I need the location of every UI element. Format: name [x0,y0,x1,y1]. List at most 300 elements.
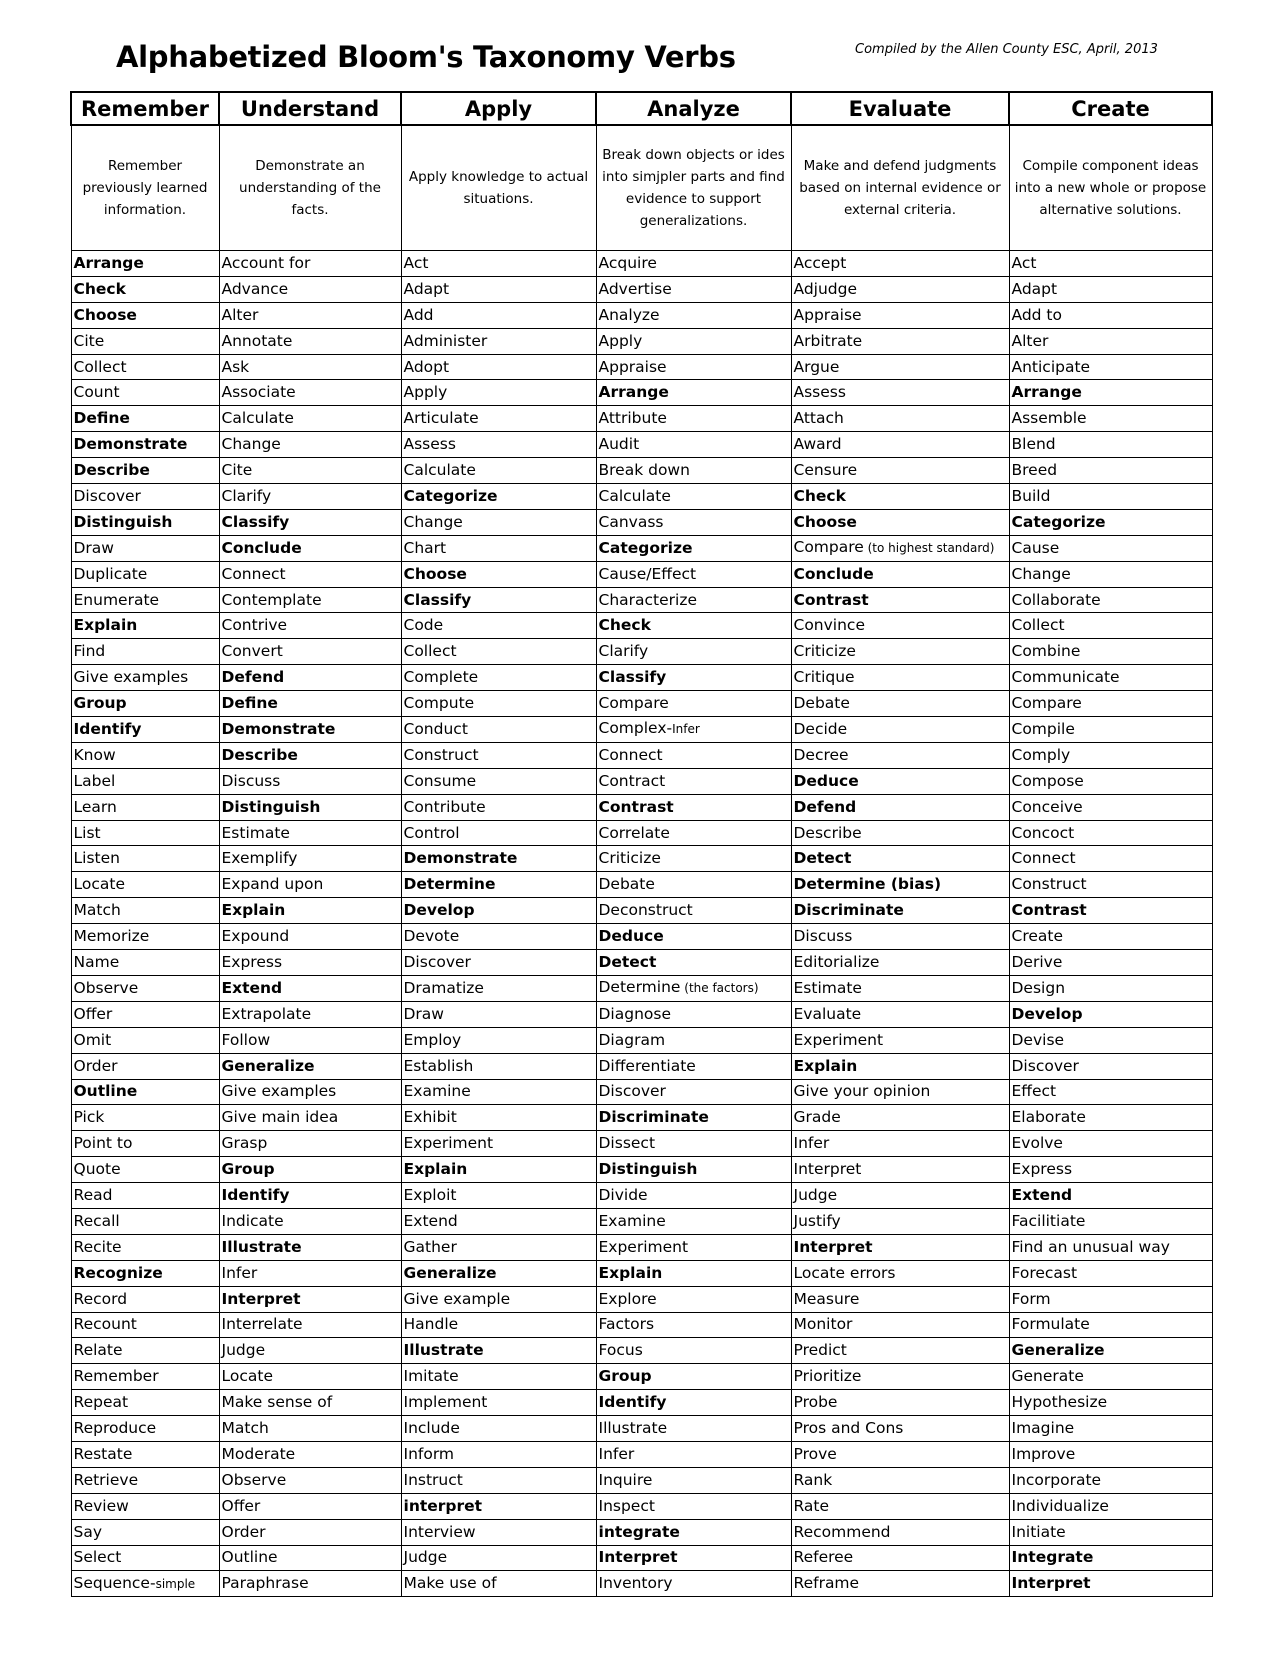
verb-cell-remember [71,1053,219,1079]
verb-cell-evaluate [791,1260,1009,1286]
verb-cell-understand [219,639,401,665]
verb-note: (the factors) [680,981,759,996]
verb-text: Repeat [73,1393,129,1412]
verb-text: Articulate [403,409,479,428]
table-row [71,794,1212,820]
column-description-remember: Remember previously learned information. [71,125,219,251]
table-row [71,1571,1212,1597]
verb-text: Inspect [598,1496,655,1515]
verb-cell-evaluate [791,768,1009,794]
verb-cell-understand [219,846,401,872]
verb-text: Demonstrate [221,719,336,738]
verb-cell-understand [219,354,401,380]
verb-cell-evaluate [791,1338,1009,1364]
verb-text: Instruct [403,1470,463,1489]
verb-text: Appraise [598,357,667,376]
verb-text: Control [403,823,460,842]
verb-text: Devote [403,927,460,946]
verb-text: Quote [73,1160,121,1179]
verb-text: Diagnose [598,1004,671,1023]
verb-text: Imagine [1011,1419,1075,1438]
verb-cell-remember [71,1260,219,1286]
verb-cell-apply [401,665,596,691]
verb-text: Complete [403,668,479,687]
verb-cell-remember [71,328,219,354]
verb-cell-evaluate [791,1441,1009,1467]
verb-cell-create [1009,302,1212,328]
verb-text: Account for [221,253,311,272]
table-row [71,768,1212,794]
verb-cell-evaluate [791,354,1009,380]
verb-text: Cause [1011,538,1060,557]
verb-cell-remember [71,432,219,458]
verb-cell-understand [219,742,401,768]
verb-text: Explain [403,1160,468,1179]
verb-text: Collect [403,642,457,661]
verb-text: Elaborate [1011,1108,1086,1127]
verb-cell-evaluate [791,587,1009,613]
verb-cell-analyze [596,251,791,277]
verb-cell-create [1009,639,1212,665]
verb-cell-create [1009,1157,1212,1183]
verb-cell-create [1009,354,1212,380]
verb-cell-evaluate [791,820,1009,846]
verb-cell-create [1009,1079,1212,1105]
table-row [71,691,1212,717]
verb-text: Criticize [598,849,661,868]
table-row [71,1001,1212,1027]
verb-text: Relate [73,1341,123,1360]
verb-text: Check [598,616,651,635]
verb-cell-remember [71,691,219,717]
verb-text: Extend [1011,1186,1073,1204]
verb-text: Interpret [1011,1574,1091,1593]
verb-text: Determine (bias) [793,875,942,894]
verb-text: Change [403,512,463,531]
verb-cell-evaluate [791,432,1009,458]
column-heading-understand: Understand [219,92,401,125]
table-row [71,509,1212,535]
verb-cell-evaluate [791,1234,1009,1260]
verb-text: Locate errors [793,1263,896,1282]
verb-cell-analyze [596,665,791,691]
verb-cell-remember [71,613,219,639]
verb-text: Interpret [793,1237,873,1256]
verb-cell-understand [219,924,401,950]
verb-cell-create [1009,717,1212,743]
verb-text: Identify [598,1393,667,1412]
table-row [71,1390,1212,1416]
table-row [71,846,1212,872]
verb-text: Blend [1011,435,1056,454]
verb-text: Conduct [403,719,468,738]
verb-text: Reproduce [73,1419,157,1438]
verb-text: Collaborate [1011,590,1101,609]
verb-cell-evaluate [791,924,1009,950]
verb-text: Arrange [1011,383,1082,402]
verb-cell-apply [401,354,596,380]
verb-text: Contemplate [221,590,322,609]
verb-text: Judge [403,1548,448,1567]
verb-cell-apply [401,820,596,846]
verb-cell-understand [219,613,401,639]
verb-text: Facilitiate [1011,1211,1086,1230]
verb-cell-evaluate [791,975,1009,1001]
verb-text: Discriminate [793,901,904,920]
verb-cell-remember [71,1079,219,1105]
table-row [71,1364,1212,1390]
verb-text: Exploit [403,1186,457,1204]
verb-cell-analyze [596,1545,791,1571]
verb-cell-analyze [596,717,791,743]
verb-text: Define [221,694,278,713]
verb-cell-apply [401,432,596,458]
verb-cell-evaluate [791,561,1009,587]
verb-text: Give your opinion [793,1082,931,1101]
verb-text: Chart [403,538,447,557]
verb-cell-create [1009,1312,1212,1338]
verb-text: Handle [403,1315,459,1334]
verb-cell-create [1009,432,1212,458]
verb-text: Explain [73,616,138,635]
verb-text: Debate [598,875,655,894]
verb-cell-create [1009,509,1212,535]
verb-cell-analyze [596,1157,791,1183]
verb-cell-analyze [596,691,791,717]
verb-text: Connect [1011,849,1076,868]
verb-cell-evaluate [791,1001,1009,1027]
verb-cell-understand [219,1183,401,1209]
verb-cell-understand [219,950,401,976]
verb-text: Differentiate [598,1056,696,1075]
verb-text: Discover [403,952,471,971]
verb-cell-understand [219,1571,401,1597]
verb-text: Locate [73,875,125,894]
verb-text: Describe [73,461,150,480]
verb-text: Defend [793,797,857,816]
verb-text: Breed [1011,461,1058,480]
verb-cell-apply [401,1286,596,1312]
verb-cell-create [1009,1234,1212,1260]
verb-cell-evaluate [791,276,1009,302]
verb-text: Conclude [793,564,874,583]
verb-cell-evaluate [791,535,1009,561]
verb-text: Interview [403,1522,476,1541]
verb-cell-create [1009,1183,1212,1209]
verb-cell-create [1009,1519,1212,1545]
verb-text: Express [221,952,283,971]
table-row [71,432,1212,458]
verb-text: Contribute [403,797,486,816]
verb-text: Initiate [1011,1522,1066,1541]
verb-text: Calculate [598,486,671,505]
table-row [71,1131,1212,1157]
verb-cell-apply [401,561,596,587]
verb-cell-understand [219,561,401,587]
verb-cell-evaluate [791,717,1009,743]
verb-text: Build [1011,486,1051,505]
verb-cell-understand [219,406,401,432]
verb-text: Measure [793,1289,860,1308]
verb-cell-apply [401,535,596,561]
verb-text: Annotate [221,331,293,350]
verb-text: Match [73,901,121,920]
verb-cell-create [1009,975,1212,1001]
verb-cell-understand [219,1286,401,1312]
verb-cell-remember [71,587,219,613]
verb-cell-understand [219,1467,401,1493]
verb-text: Extrapolate [221,1004,312,1023]
verb-text: Dramatize [403,978,484,997]
verb-text: Construct [1011,875,1087,894]
verb-cell-understand [219,1390,401,1416]
verb-cell-create [1009,458,1212,484]
verb-cell-analyze [596,1519,791,1545]
verb-cell-evaluate [791,1157,1009,1183]
credit-line: Compiled by the Allen County ESC, April, 2013 [855,42,1158,57]
verb-text: Compose [1011,771,1084,790]
verb-text: Know [73,745,116,764]
verb-text: Develop [403,901,475,920]
verb-cell-understand [219,276,401,302]
verb-text: Define [73,409,130,428]
verb-cell-understand [219,380,401,406]
verb-cell-apply [401,380,596,406]
verb-text: Inquire [598,1470,653,1489]
verb-text: Detect [598,952,657,971]
verb-text: Contrast [793,590,869,609]
table-row [71,898,1212,924]
verb-text: Break down [598,461,690,480]
verb-text: Infer [221,1263,258,1282]
verb-text: Administer [403,331,488,350]
verb-text: Infer [598,1444,635,1463]
verb-text: Express [1011,1160,1073,1179]
verb-cell-apply [401,846,596,872]
verb-text: Focus [598,1341,643,1360]
verb-text: Hypothesize [1011,1393,1108,1412]
verb-cell-analyze [596,484,791,510]
verb-cell-create [1009,742,1212,768]
verb-text: Improve [1011,1444,1076,1463]
verb-cell-apply [401,1545,596,1571]
verb-text: Label [73,771,116,790]
verb-cell-create [1009,406,1212,432]
verb-cell-evaluate [791,1364,1009,1390]
verb-cell-apply [401,1519,596,1545]
verb-text: Code [403,616,444,635]
verb-text: Design [1011,978,1066,997]
verb-text: Make sense of [221,1393,333,1412]
verb-cell-evaluate [791,380,1009,406]
verb-text: Deduce [598,927,664,946]
verb-text: Generalize [403,1263,497,1282]
verb-cell-remember [71,1027,219,1053]
verb-cell-evaluate [791,665,1009,691]
verb-cell-apply [401,768,596,794]
table-row [71,872,1212,898]
verb-text: Critique [793,668,855,687]
verb-cell-create [1009,794,1212,820]
verb-cell-understand [219,1053,401,1079]
verb-cell-apply [401,1312,596,1338]
verb-cell-create [1009,1286,1212,1312]
verb-cell-analyze [596,276,791,302]
verb-text: Act [403,253,429,272]
verb-text: Restate [73,1444,133,1463]
verb-text: Follow [221,1030,271,1049]
verb-text: Apply [403,383,448,402]
verb-cell-analyze [596,768,791,794]
table-row [71,950,1212,976]
verb-cell-evaluate [791,1312,1009,1338]
table-row [71,484,1212,510]
verb-text: Compile [1011,719,1075,738]
verb-cell-evaluate [791,458,1009,484]
verb-text: Cite [73,331,105,350]
verb-text: Decide [793,719,848,738]
table-row [71,1079,1212,1105]
verb-text: Devise [1011,1030,1065,1049]
verb-cell-apply [401,1131,596,1157]
verb-cell-remember [71,665,219,691]
table-row [71,975,1212,1001]
verb-cell-analyze [596,950,791,976]
verb-text: Categorize [598,538,693,557]
verb-text: Read [73,1186,113,1204]
verb-text: Count [73,383,120,402]
verb-cell-apply [401,1467,596,1493]
verb-cell-create [1009,820,1212,846]
verb-cell-create [1009,1338,1212,1364]
verb-text: Consume [403,771,477,790]
verb-text: Determine [403,875,496,894]
verb-cell-remember [71,872,219,898]
verb-cell-understand [219,302,401,328]
verb-cell-apply [401,484,596,510]
verb-text: Convert [221,642,283,661]
verb-text: Memorize [73,927,150,946]
verb-cell-evaluate [791,613,1009,639]
verb-cell-analyze [596,1001,791,1027]
verb-cell-remember [71,535,219,561]
verb-cell-evaluate [791,846,1009,872]
verb-text: Add to [1011,305,1062,324]
verb-cell-analyze [596,924,791,950]
verb-cell-remember [71,1183,219,1209]
verb-cell-apply [401,1234,596,1260]
verb-text: Experiment [793,1030,884,1049]
verb-text: Illustrate [221,1237,302,1256]
verb-text: Clarify [598,642,649,661]
verb-cell-evaluate [791,1571,1009,1597]
verb-text: Employ [403,1030,462,1049]
verb-cell-apply [401,794,596,820]
table-row [71,1441,1212,1467]
verb-text: Comply [1011,745,1071,764]
verb-cell-analyze [596,1183,791,1209]
verb-text: Duplicate [73,564,148,583]
verb-cell-evaluate [791,1183,1009,1209]
verb-text: Establish [403,1056,474,1075]
verb-text: Include [403,1419,460,1438]
verb-text: Moderate [221,1444,296,1463]
verb-text: Generalize [1011,1341,1105,1360]
verb-cell-understand [219,1208,401,1234]
verb-cell-understand [219,820,401,846]
verb-cell-apply [401,1441,596,1467]
heading-row [71,92,1212,125]
verb-cell-analyze [596,1364,791,1390]
verb-cell-analyze [596,328,791,354]
verb-cell-evaluate [791,484,1009,510]
verb-cell-create [1009,1001,1212,1027]
verb-cell-evaluate [791,328,1009,354]
verb-cell-create [1009,251,1212,277]
verb-text: Demonstrate [403,849,518,868]
verb-cell-apply [401,975,596,1001]
verb-text: Attribute [598,409,667,428]
verb-text: Interpret [598,1548,678,1567]
verb-text: Point to [73,1134,133,1153]
verb-cell-apply [401,1183,596,1209]
verb-cell-remember [71,1571,219,1597]
verb-cell-remember [71,820,219,846]
table-row [71,1493,1212,1519]
verb-text: Identify [73,719,142,738]
verb-text: Compare [598,694,669,713]
verb-text: Arbitrate [793,331,863,350]
verb-cell-understand [219,1131,401,1157]
verb-text: Deduce [793,771,859,790]
verb-cell-apply [401,1079,596,1105]
verb-text: Generalize [221,1056,315,1075]
verb-cell-understand [219,1234,401,1260]
verb-text: Conclude [221,538,302,557]
verb-text: Remember [73,1367,159,1386]
verb-cell-remember [71,1105,219,1131]
verb-cell-understand [219,535,401,561]
table-row [71,1260,1212,1286]
verb-text: Expand upon [221,875,324,894]
table-row [71,1312,1212,1338]
verb-text: Dissect [598,1134,656,1153]
verb-cell-create [1009,561,1212,587]
verb-cell-create [1009,1105,1212,1131]
verb-cell-create [1009,1441,1212,1467]
verb-cell-apply [401,458,596,484]
verb-cell-evaluate [791,406,1009,432]
verb-cell-apply [401,1364,596,1390]
verb-cell-apply [401,1001,596,1027]
verb-cell-understand [219,1364,401,1390]
verb-text: Change [221,435,281,454]
verb-text: Illustrate [403,1341,484,1360]
table-row [71,354,1212,380]
verb-text: Form [1011,1289,1051,1308]
verb-cell-understand [219,1312,401,1338]
column-description-apply: Apply knowledge to actual situations. [401,125,596,251]
verb-cell-apply [401,509,596,535]
verb-cell-apply [401,1053,596,1079]
verb-text: Forecast [1011,1263,1078,1282]
verb-text: Apply [598,331,643,350]
verb-text: Choose [73,305,137,324]
table-row [71,1183,1212,1209]
table-row [71,613,1212,639]
column-description-create: Compile component ideas into a new whole or propose alternative solutions. [1009,125,1212,251]
verb-cell-remember [71,1416,219,1442]
